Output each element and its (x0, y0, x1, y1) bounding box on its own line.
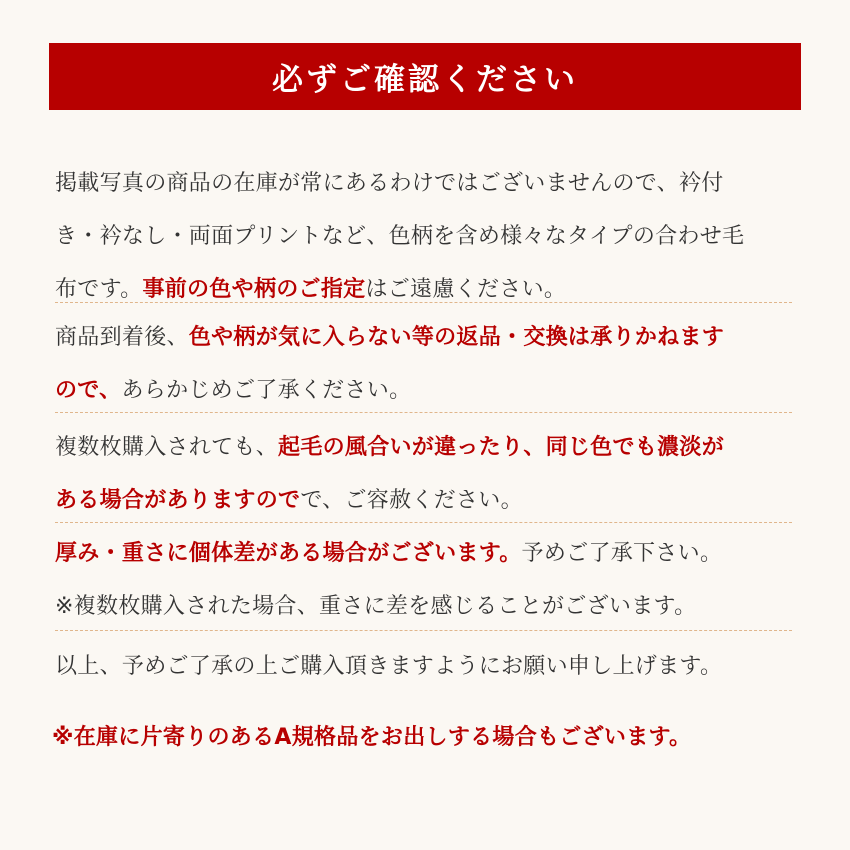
notice-section-stock (55, 157, 800, 316)
text-line: き・衿なし・両面プリントなど、色柄を含め様々なタイプの合わせ毛 (55, 224, 745, 249)
highlight-text: 厚み・重さに個体差がある場合がございます。 (55, 541, 522, 566)
text-line: ※複数枚購入された場合、重さに差を感じることがございます。 (55, 594, 697, 619)
banner-title: 必ずご確認ください (272, 62, 578, 98)
highlight-text: ので、 (55, 378, 122, 403)
dashed-divider (55, 522, 792, 523)
text-line: ので、あらかじめご了承ください。 (55, 378, 412, 403)
highlight-text: 起毛の風合いが違ったり、同じ色でも濃淡が (278, 435, 725, 460)
text-line: ある場合がありますのでで、ご容赦ください。 (55, 488, 523, 513)
text-line: 掲載写真の商品の在庫が常にあるわけではございませんので、衿付 (55, 171, 724, 196)
notice-section-weight (55, 527, 800, 633)
text-line: 厚み・重さに個体差がある場合がございます。予めご了承下さい。 (55, 541, 723, 566)
dashed-divider (55, 412, 792, 413)
notice-section-texture (55, 421, 800, 527)
dashed-divider (55, 630, 792, 631)
text-line: 複数枚購入されても、起毛の風合いが違ったり、同じ色でも濃淡が (55, 435, 725, 460)
highlight-text: ある場合がありますので (55, 488, 301, 513)
text-line: 以上、予めご了承の上ご購入頂きますようにお願い申し上げます。 (55, 654, 723, 679)
dashed-divider (55, 302, 792, 303)
text-line: 商品到着後、色や柄が気に入らない等の返品・交換は承りかねます (55, 325, 725, 350)
highlight-text: 事前の色や柄のご指定 (142, 277, 366, 302)
highlight-text: 色や柄が気に入らない等の返品・交換は承りかねます (188, 325, 725, 350)
text-line: 布です。事前の色や柄のご指定はご遠慮ください。 (55, 277, 567, 302)
notice-section-returns (55, 311, 800, 417)
notice-banner (49, 43, 801, 110)
notice-section-agreement (55, 640, 800, 693)
stock-note: ※在庫に片寄りのあるA規格品をお出しする場合もございます。 (52, 725, 692, 750)
